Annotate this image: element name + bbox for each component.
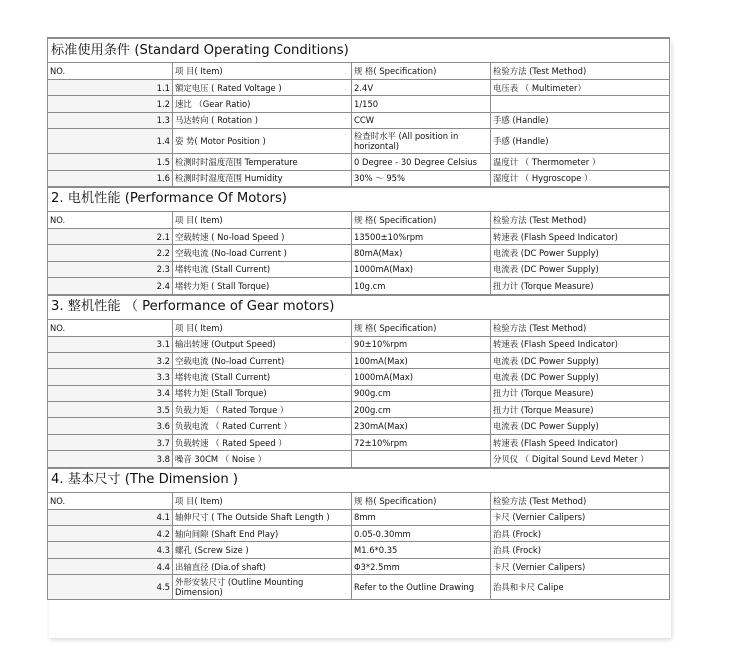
row-method: 电流表 (DC Power Supply)	[491, 261, 670, 277]
row-spec: 0 Degree - 30 Degree Celsius	[352, 154, 491, 170]
row-number: 3.4	[48, 385, 173, 401]
row-number: 2.3	[48, 261, 173, 277]
row-method: 扭力计 (Torque Measure)	[491, 385, 670, 401]
row-item: 外形安装尺寸 (Outline Mounting Dimension)	[173, 575, 352, 600]
table-row	[48, 369, 670, 385]
row-spec: 200g.cm	[352, 402, 491, 418]
table-row	[48, 542, 670, 558]
row-spec: 2.4V	[352, 80, 491, 96]
column-header-no: NO.	[48, 319, 173, 336]
row-number: 3.2	[48, 352, 173, 368]
row-number: 3.5	[48, 402, 173, 418]
table-row	[48, 129, 670, 154]
row-item: 堵转电流 (Stall Current)	[173, 369, 352, 385]
section-title: 2. 电机性能 (Performance Of Motors)	[48, 187, 670, 212]
table-row	[48, 451, 670, 468]
section-title-row	[48, 38, 670, 63]
spec-table-body	[48, 38, 670, 600]
row-item: 額定电压 ( Rated Voltage )	[173, 80, 352, 96]
table-row	[48, 434, 670, 450]
row-method: 卡尺 (Vernier Calipers)	[491, 509, 670, 525]
spec-table	[47, 37, 670, 600]
row-spec: 900g.cm	[352, 385, 491, 401]
column-header-method: 检验方法 (Test Method)	[491, 492, 670, 509]
row-spec: 100mA(Max)	[352, 352, 491, 368]
column-header-item: 项 目( Item)	[173, 211, 352, 228]
row-method: 手感 (Handle)	[491, 112, 670, 128]
row-spec: 80mA(Max)	[352, 245, 491, 261]
section-title-row	[48, 187, 670, 212]
row-method: 转速表 (Flash Speed Indicator)	[491, 228, 670, 244]
table-row	[48, 170, 670, 187]
row-method: 治具 (Frock)	[491, 526, 670, 542]
table-row	[48, 418, 670, 434]
row-item: 堵转力矩 ( Stall Torque)	[173, 278, 352, 295]
row-method: 电流表 (DC Power Supply)	[491, 369, 670, 385]
row-number: 4.5	[48, 575, 173, 600]
table-row	[48, 509, 670, 525]
row-item: 噪音 30CM （ Noise ）	[173, 451, 352, 468]
row-method: 温度计 （ Thermometer ）	[491, 154, 670, 170]
table-row	[48, 245, 670, 261]
row-spec	[352, 451, 491, 468]
row-spec: 1/150	[352, 96, 491, 112]
column-header-spec: 规 格( Specification)	[352, 319, 491, 336]
column-header-spec: 规 格( Specification)	[352, 63, 491, 80]
table-row	[48, 526, 670, 542]
table-row	[48, 228, 670, 244]
row-spec: 1000mA(Max)	[352, 369, 491, 385]
column-header-method: 检验方法 (Test Method)	[491, 63, 670, 80]
row-item: 姿 势( Motor Position )	[173, 129, 352, 154]
column-header-item: 项 目( Item)	[173, 492, 352, 509]
row-number: 3.6	[48, 418, 173, 434]
row-method: 湿度计 （ Hygroscope ）	[491, 170, 670, 187]
column-header-row	[48, 319, 670, 336]
table-row	[48, 278, 670, 295]
section-title-row	[48, 468, 670, 493]
row-item: 马达转向 ( Rotation )	[173, 112, 352, 128]
table-row	[48, 96, 670, 112]
row-item: 输出转速 (Output Speed)	[173, 336, 352, 352]
row-spec: 0.05-0.30mm	[352, 526, 491, 542]
row-number: 3.1	[48, 336, 173, 352]
row-method: 分贝仪 （ Digital Sound Levd Meter ）	[491, 451, 670, 468]
table-row	[48, 385, 670, 401]
row-item: 空载转速 ( No-load Speed )	[173, 228, 352, 244]
row-item: 负载电流 （ Rated Current ）	[173, 418, 352, 434]
row-item: 负载转速 （ Rated Speed ）	[173, 434, 352, 450]
row-number: 3.3	[48, 369, 173, 385]
row-method: 电流表 (DC Power Supply)	[491, 245, 670, 261]
row-number: 1.2	[48, 96, 173, 112]
row-number: 2.2	[48, 245, 173, 261]
column-header-row	[48, 63, 670, 80]
row-spec: 13500±10%rpm	[352, 228, 491, 244]
column-header-spec: 规 格( Specification)	[352, 492, 491, 509]
row-number: 1.5	[48, 154, 173, 170]
row-method: 转速表 (Flash Speed Indicator)	[491, 434, 670, 450]
column-header-row	[48, 492, 670, 509]
column-header-item: 项 目( Item)	[173, 319, 352, 336]
row-method: 手感 (Handle)	[491, 129, 670, 154]
column-header-no: NO.	[48, 211, 173, 228]
row-number: 3.8	[48, 451, 173, 468]
row-method: 卡尺 (Vernier Calipers)	[491, 558, 670, 574]
row-spec: 30% ～ 95%	[352, 170, 491, 187]
row-spec: 8mm	[352, 509, 491, 525]
column-header-item: 项 目( Item)	[173, 63, 352, 80]
table-row	[48, 336, 670, 352]
row-method: 转速表 (Flash Speed Indicator)	[491, 336, 670, 352]
row-number: 1.1	[48, 80, 173, 96]
row-method: 扭力计 (Torque Measure)	[491, 278, 670, 295]
row-method: 治具和卡尺 Calipe	[491, 575, 670, 600]
row-item: 轴伸尺寸 ( The Outside Shaft Length )	[173, 509, 352, 525]
row-spec: 检查时水平 (All position in horizontal)	[352, 129, 491, 154]
row-method: 电流表 (DC Power Supply)	[491, 352, 670, 368]
row-method: 电压表 （ Multimeter）	[491, 80, 670, 96]
column-header-row	[48, 211, 670, 228]
row-number: 4.3	[48, 542, 173, 558]
column-header-no: NO.	[48, 492, 173, 509]
row-number: 2.4	[48, 278, 173, 295]
row-item: 出轴直径 (Dia.of shaft)	[173, 558, 352, 574]
table-row	[48, 112, 670, 128]
row-method: 治具 (Frock)	[491, 542, 670, 558]
row-number: 2.1	[48, 228, 173, 244]
row-item: 轴向间隙 (Shaft End Play)	[173, 526, 352, 542]
column-header-no: NO.	[48, 63, 173, 80]
row-spec: 230mA(Max)	[352, 418, 491, 434]
row-item: 检测时时湿度范围 Humidity	[173, 170, 352, 187]
spec-sheet	[47, 37, 669, 600]
table-row	[48, 261, 670, 277]
row-number: 1.4	[48, 129, 173, 154]
section-title: 4. 基本尺寸 (The Dimension )	[48, 468, 670, 493]
table-row	[48, 80, 670, 96]
row-item: 螺孔 (Screw Size )	[173, 542, 352, 558]
row-method: 扭力计 (Torque Measure)	[491, 402, 670, 418]
row-number: 4.4	[48, 558, 173, 574]
table-row	[48, 154, 670, 170]
row-item: 检测时时温度范围 Temperature	[173, 154, 352, 170]
row-number: 4.2	[48, 526, 173, 542]
row-method: 电流表 (DC Power Supply)	[491, 418, 670, 434]
row-method	[491, 96, 670, 112]
row-item: 堵转电流 (Stall Current)	[173, 261, 352, 277]
table-row	[48, 575, 670, 600]
table-row	[48, 558, 670, 574]
row-spec: M1.6*0.35	[352, 542, 491, 558]
row-number: 1.6	[48, 170, 173, 187]
row-item: 空载电流 (No-load Current )	[173, 245, 352, 261]
section-title: 3. 整机性能 （ Performance of Gear motors)	[48, 295, 670, 320]
row-spec: 72±10%rpm	[352, 434, 491, 450]
row-item: 负载力矩 （ Rated Torque ）	[173, 402, 352, 418]
table-row	[48, 352, 670, 368]
column-header-method: 检验方法 (Test Method)	[491, 319, 670, 336]
row-item: 空载电流 (No-load Current)	[173, 352, 352, 368]
row-item: 速比 （Gear Ratio)	[173, 96, 352, 112]
row-spec: Φ3*2.5mm	[352, 558, 491, 574]
section-title-row	[48, 295, 670, 320]
row-item: 堵转力矩 (Stall Torque)	[173, 385, 352, 401]
section-title: 标准使用条件 (Standard Operating Conditions)	[48, 38, 670, 63]
row-number: 3.7	[48, 434, 173, 450]
row-spec: Refer to the Outline Drawing	[352, 575, 491, 600]
row-spec: 90±10%rpm	[352, 336, 491, 352]
column-header-method: 检验方法 (Test Method)	[491, 211, 670, 228]
row-spec: 10g.cm	[352, 278, 491, 295]
table-row	[48, 402, 670, 418]
row-number: 4.1	[48, 509, 173, 525]
row-spec: CCW	[352, 112, 491, 128]
row-number: 1.3	[48, 112, 173, 128]
row-spec: 1000mA(Max)	[352, 261, 491, 277]
column-header-spec: 规 格( Specification)	[352, 211, 491, 228]
